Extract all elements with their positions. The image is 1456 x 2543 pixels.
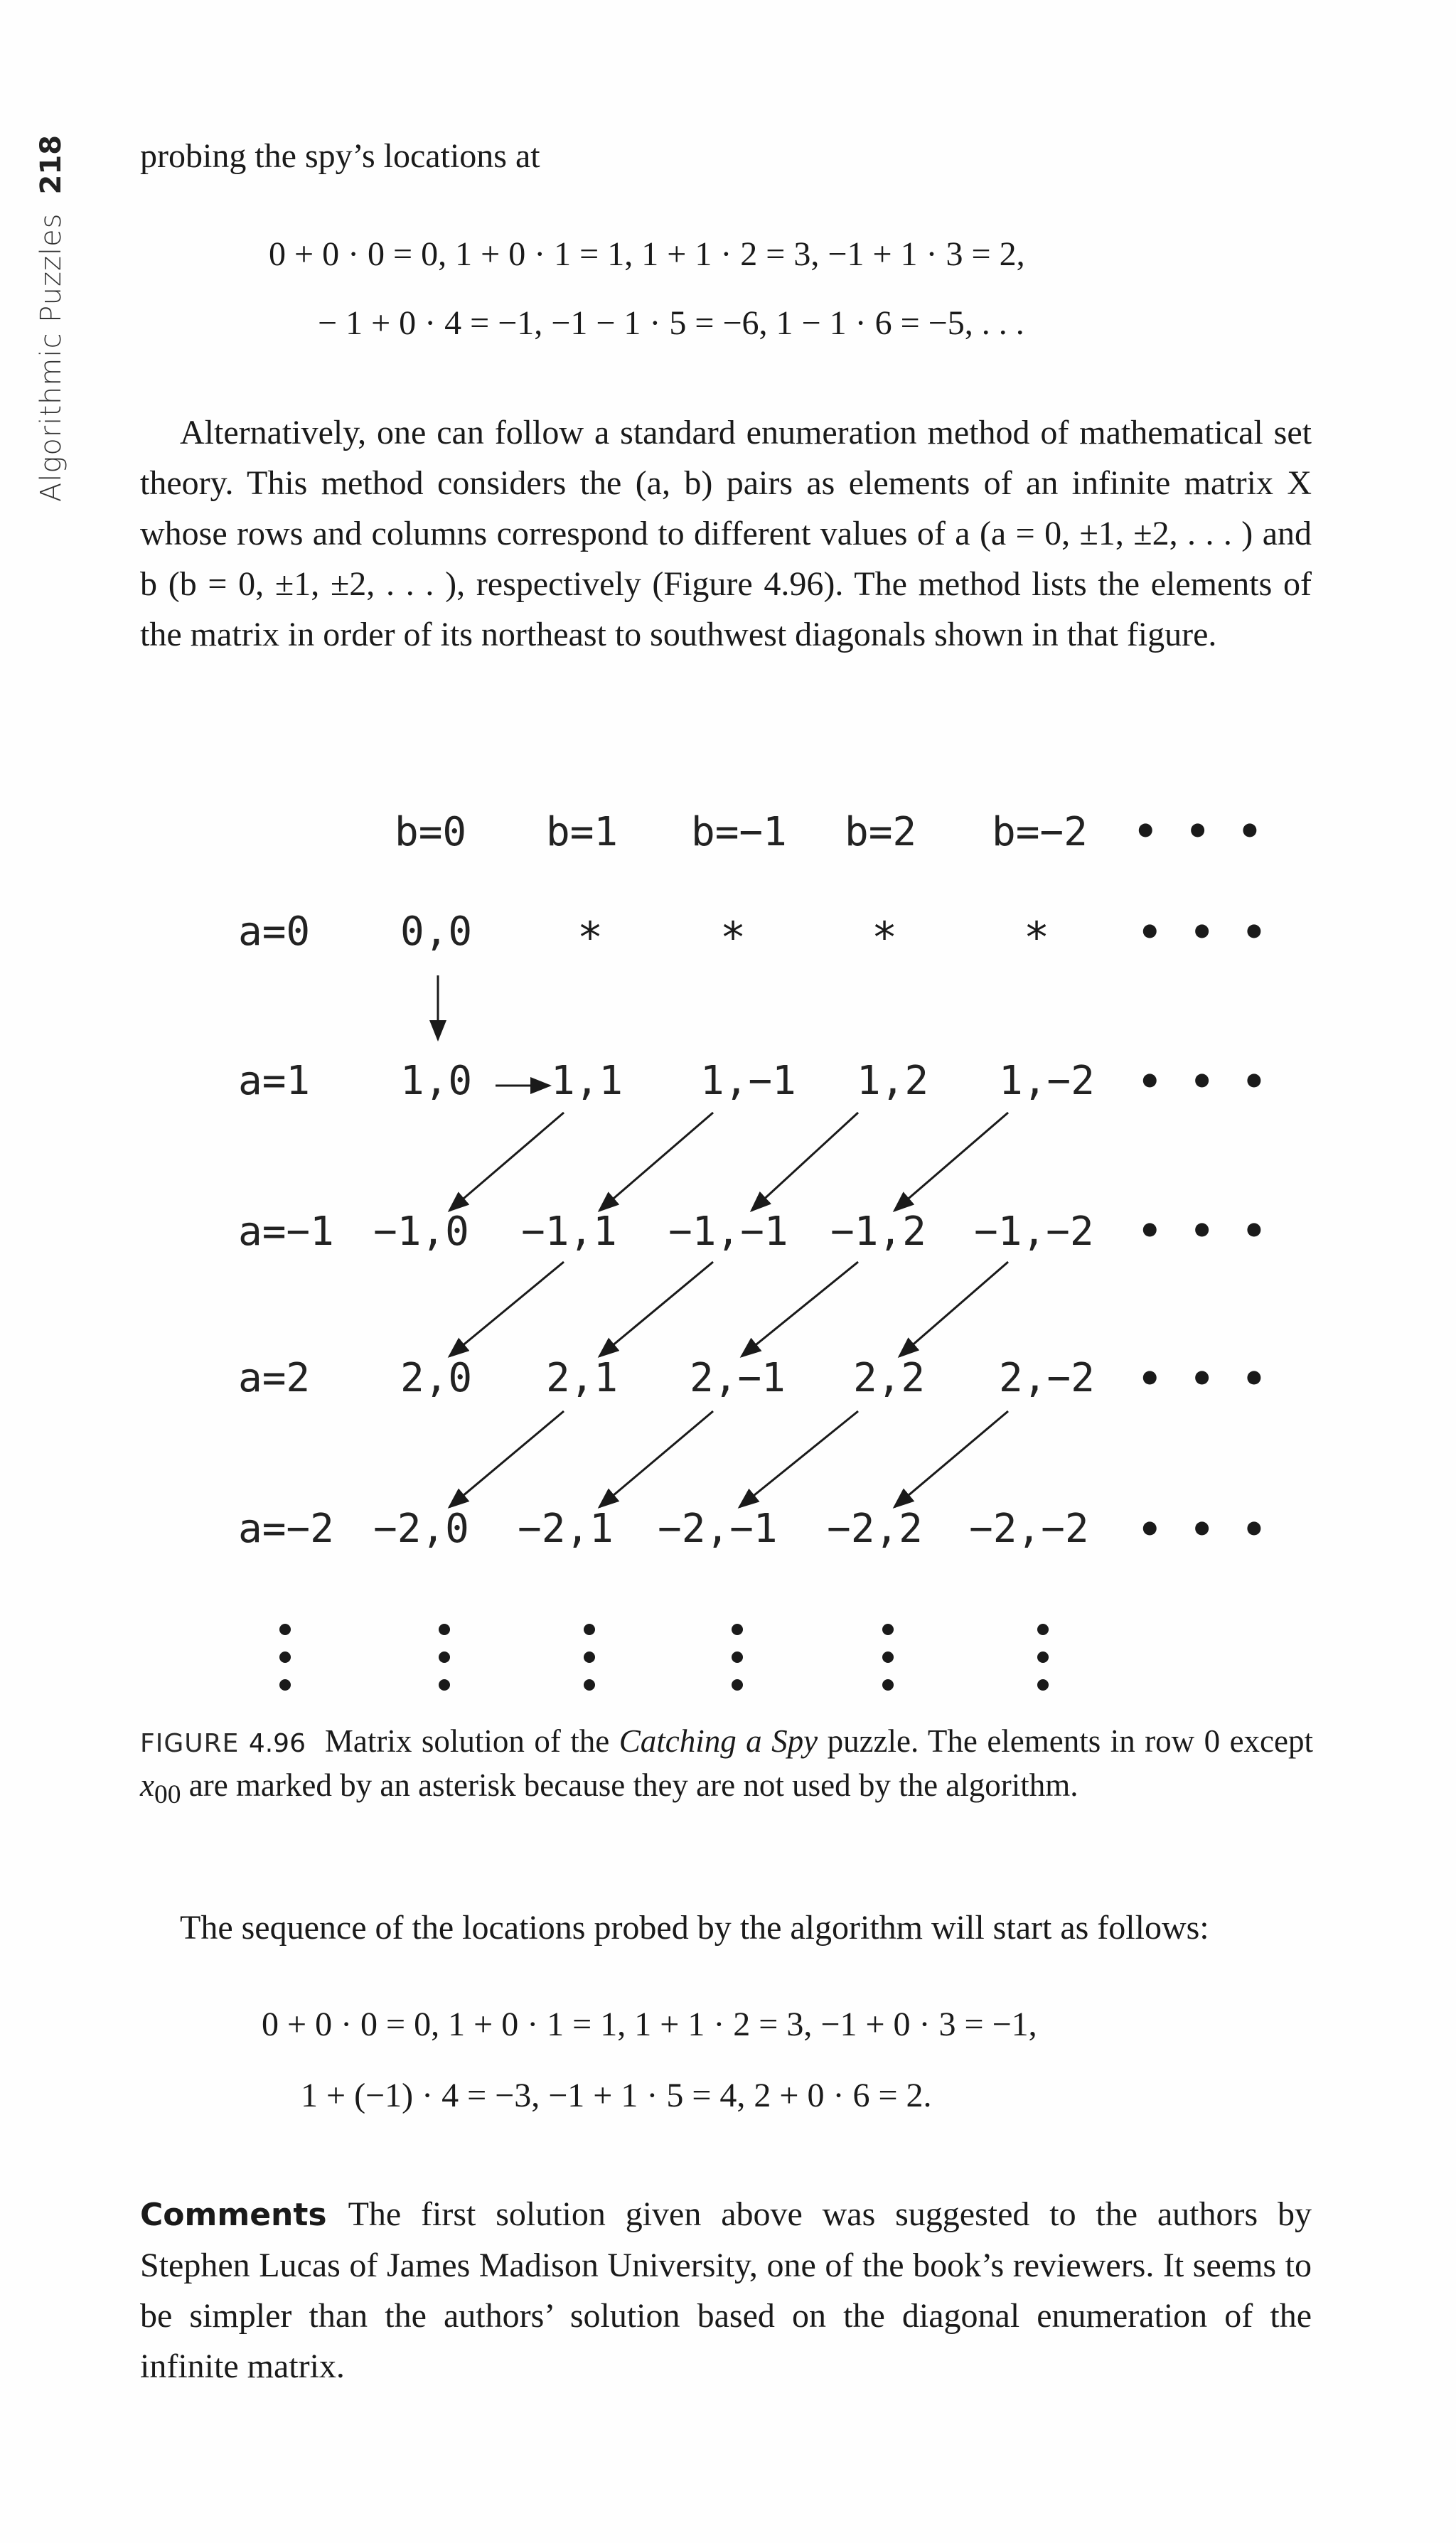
row-header: a=−1: [238, 1209, 334, 1255]
arrow-diagonal: [449, 1411, 564, 1507]
caption-text: puzzle. The elements in row 0 except: [818, 1723, 1314, 1759]
matrix-cell: 1,2: [857, 1058, 929, 1104]
caption-text: Matrix solution of the: [324, 1723, 619, 1759]
matrix-cell: 2,−1: [690, 1355, 786, 1401]
vertical-ellipsis: [1037, 1624, 1050, 1707]
figure-number: 4.96: [248, 1729, 306, 1758]
matrix-cell: −1,2: [830, 1209, 926, 1255]
running-head: [26, 135, 77, 533]
asterisk-cell: *: [577, 913, 604, 963]
vertical-ellipsis: [584, 1624, 596, 1707]
matrix-cell: −1,1: [521, 1209, 617, 1255]
figure-caption: FIGURE 4.96 Matrix solution of the Catching a Spy puzzle. The elements in row 0 except $x_{00}$ are marked by an asterisk because they are not used by the algorithm.: [140, 1723, 1314, 1809]
ellipsis: • • •: [1138, 1059, 1274, 1104]
arrow-diagonal: [751, 1113, 858, 1211]
page-number: 218: [35, 135, 68, 195]
row-header: a=2: [238, 1355, 311, 1401]
subscript: 00: [154, 1780, 181, 1809]
ellipsis: • • •: [1138, 1209, 1274, 1253]
figure-label: FIGURE: [140, 1729, 240, 1758]
comments-label: Comments: [140, 2197, 327, 2233]
ellipsis: • • •: [1138, 1356, 1274, 1401]
column-header: b=1: [546, 809, 619, 855]
vertical-ellipsis: [439, 1624, 451, 1707]
row-header: a=0: [238, 909, 311, 955]
arrow-diagonal: [449, 1262, 564, 1356]
matrix-cell: 1,−2: [999, 1058, 1095, 1104]
asterisk-cell: *: [1024, 913, 1050, 963]
matrix-cell: −1,−1: [668, 1209, 788, 1255]
vertical-ellipsis: [882, 1624, 895, 1707]
arrow-diagonal: [599, 1411, 713, 1507]
equation-line: 0 + 0 · 0 = 0, 1 + 0 · 1 = 1, 1 + 1 · 2 = 3, −1 + 1 · 3 = 2,: [269, 235, 1025, 273]
arrow-diagonal: [599, 1113, 713, 1211]
ellipsis: • • •: [1133, 809, 1270, 854]
row-header: a=−2: [238, 1506, 334, 1552]
asterisk-cell: *: [720, 913, 746, 963]
arrow-diagonal: [449, 1113, 564, 1211]
vertical-ellipsis: [732, 1624, 744, 1707]
column-header: b=−2: [992, 809, 1088, 855]
puzzle-title: Catching a Spy: [619, 1723, 818, 1759]
matrix-cell: −1,0: [373, 1209, 469, 1255]
arrow-diagonal: [894, 1411, 1008, 1507]
caption-text: are marked by an asterisk because they are not used by the algorithm.: [181, 1767, 1078, 1803]
matrix-cell: 2,1: [546, 1355, 619, 1401]
equation-line: − 1 + 0 · 4 = −1, −1 − 1 · 5 = −6, 1 − 1 · 6 = −5, . . .: [318, 304, 1024, 342]
matrix-cell: 1,1: [551, 1058, 623, 1104]
matrix-cell: −2,1: [518, 1506, 614, 1552]
matrix-cell: 2,2: [853, 1355, 926, 1401]
matrix-cell: 2,−2: [999, 1355, 1095, 1401]
matrix-cell: −2,−1: [658, 1506, 778, 1552]
paragraph-sequence: The sequence of the locations probed by the algorithm will start as follows:: [180, 1909, 1209, 1947]
arrow-diagonal: [894, 1113, 1008, 1211]
matrix-cell: −2,−2: [969, 1506, 1089, 1552]
matrix-cell: −2,0: [373, 1506, 469, 1552]
arrow-diagonal: [899, 1262, 1008, 1356]
vertical-ellipsis: [279, 1624, 292, 1707]
matrix-cell: −2,2: [827, 1506, 923, 1552]
column-header: b=0: [395, 809, 467, 855]
comments-paragraph: [140, 2189, 1312, 2392]
row-header: a=1: [238, 1058, 311, 1104]
arrow-diagonal: [599, 1262, 713, 1356]
column-header: b=−1: [691, 809, 787, 855]
running-head-title: Algorithmic Puzzles: [35, 213, 68, 503]
matrix-cell: 0,0: [400, 909, 473, 955]
matrix-cell: −1,−2: [974, 1209, 1094, 1255]
asterisk-cell: *: [872, 913, 898, 963]
ellipsis: • • •: [1138, 1507, 1274, 1552]
column-header: b=2: [845, 809, 917, 855]
matrix-cell: 1,0: [400, 1058, 473, 1104]
equation-line: 0 + 0 · 0 = 0, 1 + 0 · 1 = 1, 1 + 1 · 2 = 3, −1 + 0 · 3 = −1,: [262, 2006, 1037, 2043]
matrix-cell: 2,0: [400, 1355, 473, 1401]
paragraph-intro: probing the spy’s locations at: [140, 137, 540, 175]
equation-line: 1 + (−1) · 4 = −3, −1 + 1 · 5 = 4, 2 + 0 · 6 = 2.: [301, 2077, 932, 2114]
ellipsis: • • •: [1138, 910, 1274, 955]
arrow-diagonal: [739, 1411, 858, 1507]
matrix-cell: 1,−1: [700, 1058, 796, 1104]
arrow-diagonal: [742, 1262, 858, 1356]
comments-text: The first solution given above was suggested to the authors by Stephen Lucas of James Madison University, one of the book’s reviewers. It seems to be simpler than the authors’ solution based on the diagonal enumeration of the infinite matrix.: [140, 2195, 1312, 2385]
paragraph-enumeration: Alternatively, one can follow a standard enumeration method of mathematical set theory. This method considers the (a, b) pairs as elements of an infinite matrix X whose rows and columns correspond to different values of a (a = 0, ±1, ±2, . . . ) and b (b = 0, ±1, ±2, . . . ), respectively (Figure 4.96). The method lists the elements of the matrix in order of its northeast to southwest diagonals shown in that figure.: [140, 414, 1312, 653]
